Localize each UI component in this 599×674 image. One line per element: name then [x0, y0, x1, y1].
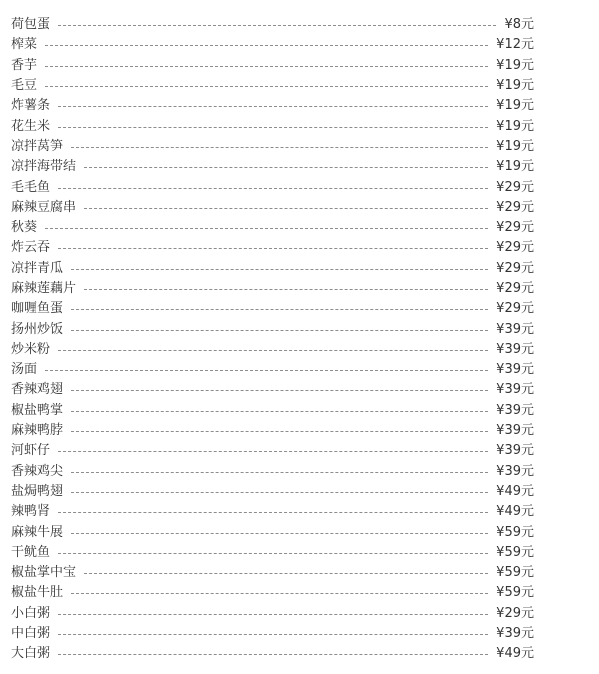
menu-item-price: ¥59元 [496, 565, 534, 581]
menu-item [11, 421, 534, 441]
menu-item [11, 116, 534, 136]
menu-item-name: 小白粥 [11, 605, 51, 621]
menu-item-price: ¥29元 [496, 179, 534, 195]
dotted-leader [58, 106, 488, 107]
menu-item-price: ¥8元 [504, 17, 534, 33]
menu-item-price: ¥29元 [496, 220, 534, 236]
menu-item-name: 炸薯条 [11, 98, 51, 114]
dotted-leader [58, 654, 488, 655]
menu-item-price: ¥49元 [496, 504, 534, 520]
menu-item [11, 259, 534, 279]
dotted-leader [58, 634, 488, 635]
price-list [11, 15, 534, 665]
menu-item-name: 榨菜 [11, 37, 38, 53]
menu-item-name: 凉拌莴笋 [11, 138, 64, 154]
menu-item-price: ¥59元 [496, 524, 534, 540]
menu-item-name: 汤面 [11, 362, 38, 378]
menu-item-name: 香辣鸡尖 [11, 463, 64, 479]
menu-item-name: 盐焗鸭翅 [11, 483, 64, 499]
menu-item-name: 辣鸭肾 [11, 504, 51, 520]
menu-item-price: ¥39元 [496, 626, 534, 642]
dotted-leader [71, 492, 488, 493]
menu-item-name: 咖喱鱼蛋 [11, 301, 64, 317]
menu-item [11, 218, 534, 238]
dotted-leader [71, 390, 488, 391]
dotted-leader [58, 188, 488, 189]
menu-item-name: 花生米 [11, 118, 51, 134]
dotted-leader [84, 167, 488, 168]
menu-item-price: ¥49元 [496, 646, 534, 662]
menu-item-name: 扬州炒饭 [11, 321, 64, 337]
dotted-leader [58, 25, 496, 26]
menu-item [11, 624, 534, 644]
menu-item-price: ¥39元 [496, 463, 534, 479]
menu-item [11, 482, 534, 502]
menu-item [11, 583, 534, 603]
menu-item [11, 319, 534, 339]
menu-item-name: 椒盐牛肚 [11, 585, 64, 601]
menu-item [11, 279, 534, 299]
menu-item [11, 380, 534, 400]
dotted-leader [45, 66, 488, 67]
dotted-leader [71, 593, 488, 594]
dotted-leader [71, 309, 488, 310]
dotted-leader [71, 411, 488, 412]
dotted-leader [84, 289, 488, 290]
menu-item-price: ¥19元 [496, 57, 534, 73]
menu-item [11, 543, 534, 563]
menu-item-name: 麻辣牛展 [11, 524, 64, 540]
menu-item [11, 299, 534, 319]
dotted-leader [71, 147, 488, 148]
menu-item-name: 炸云吞 [11, 240, 51, 256]
menu-item [11, 360, 534, 380]
menu-item [11, 522, 534, 542]
menu-item-price: ¥19元 [496, 138, 534, 154]
menu-item [11, 198, 534, 218]
menu-item-price: ¥29元 [496, 605, 534, 621]
menu-item-price: ¥19元 [496, 98, 534, 114]
menu-item-price: ¥49元 [496, 483, 534, 499]
dotted-leader [58, 451, 488, 452]
menu-item [11, 177, 534, 197]
menu-item-name: 毛豆 [11, 78, 38, 94]
menu-item [11, 76, 534, 96]
dotted-leader [45, 228, 488, 229]
menu-item-name: 大白粥 [11, 646, 51, 662]
dotted-leader [71, 330, 488, 331]
menu-item [11, 15, 534, 35]
menu-item-price: ¥29元 [496, 260, 534, 276]
menu-item-name: 炒米粉 [11, 341, 51, 357]
dotted-leader [58, 512, 488, 513]
dotted-leader [45, 370, 488, 371]
dotted-leader [71, 533, 488, 534]
dotted-leader [58, 127, 488, 128]
dotted-leader [58, 248, 488, 249]
menu-item-price: ¥12元 [496, 37, 534, 53]
menu-item-price: ¥29元 [496, 301, 534, 317]
menu-item-price: ¥19元 [496, 159, 534, 175]
menu-item [11, 35, 534, 55]
menu-item-price: ¥29元 [496, 281, 534, 296]
menu-item-name: 香芋 [11, 57, 38, 73]
menu-item-name: 凉拌海带结 [11, 159, 77, 175]
menu-item-name: 毛毛鱼 [11, 179, 51, 195]
menu-item-name: 麻辣莲藕片 [11, 281, 77, 296]
dotted-leader [58, 553, 488, 554]
menu-item-price: ¥39元 [496, 402, 534, 418]
menu-item [11, 340, 534, 360]
menu-item [11, 502, 534, 522]
menu-item [11, 563, 534, 583]
menu-item-name: 麻辣鸭脖 [11, 423, 64, 439]
menu-item-price: ¥59元 [496, 544, 534, 560]
menu-item-price: ¥39元 [496, 321, 534, 337]
menu-item-price: ¥19元 [496, 78, 534, 94]
menu-item-price: ¥39元 [496, 443, 534, 459]
menu-item-name: 麻辣豆腐串 [11, 199, 77, 215]
menu-item [11, 96, 534, 116]
dotted-leader [71, 431, 488, 432]
menu-item [11, 401, 534, 421]
menu-item [11, 604, 534, 624]
menu-item-name: 荷包蛋 [11, 17, 51, 33]
dotted-leader [58, 614, 488, 615]
menu-item-name: 香辣鸡翅 [11, 382, 64, 398]
dotted-leader [58, 350, 488, 351]
menu-item-price: ¥39元 [496, 382, 534, 398]
menu-item-price: ¥29元 [496, 199, 534, 215]
menu-item-price: ¥59元 [496, 585, 534, 601]
menu-item-name: 干鱿鱼 [11, 544, 51, 560]
menu-item-price: ¥39元 [496, 341, 534, 357]
menu-item-price: ¥19元 [496, 118, 534, 134]
menu-item-name: 中白粥 [11, 626, 51, 642]
menu-item-name: 椒盐掌中宝 [11, 565, 77, 581]
dotted-leader [45, 45, 488, 46]
dotted-leader [84, 573, 488, 574]
menu-item [11, 644, 534, 664]
menu-item-price: ¥29元 [496, 240, 534, 256]
menu-item-price: ¥39元 [496, 423, 534, 439]
dotted-leader [71, 269, 488, 270]
menu-item [11, 137, 534, 157]
menu-item-name: 凉拌青瓜 [11, 260, 64, 276]
menu-item [11, 56, 534, 76]
menu-item [11, 462, 534, 482]
menu-item [11, 157, 534, 177]
dotted-leader [84, 208, 488, 209]
dotted-leader [45, 86, 488, 87]
menu-item-name: 秋葵 [11, 220, 38, 236]
menu-item-price: ¥39元 [496, 362, 534, 378]
menu-item [11, 238, 534, 258]
menu-item-name: 河虾仔 [11, 443, 51, 459]
dotted-leader [71, 472, 488, 473]
menu-item [11, 441, 534, 461]
menu-item-name: 椒盐鸭掌 [11, 402, 64, 418]
